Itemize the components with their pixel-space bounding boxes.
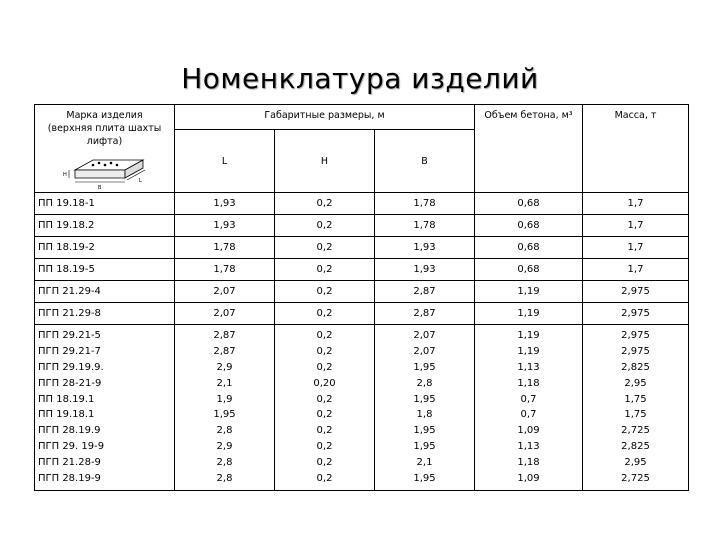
cell-volume: 1,09: [517, 473, 540, 485]
cell-L: 1,78: [175, 237, 275, 259]
header-B: B: [375, 130, 475, 193]
cell-mass: 1,7: [583, 259, 689, 281]
cell-mark: ПП 19.18-1: [35, 193, 175, 215]
nomenclature-table: [34, 104, 689, 491]
cell-H: 0,2: [316, 441, 333, 453]
cell-volume: 1,13: [517, 441, 540, 453]
cell-H: 0,2: [316, 345, 333, 357]
cell-L: 2,9: [216, 441, 233, 453]
block-L-column: [175, 325, 275, 491]
cell-mark: ПП 18.19-5: [35, 259, 175, 281]
cell-mass: 2,975: [621, 330, 650, 341]
cell-volume: 1,19: [475, 281, 583, 303]
cell-L: 2,87: [213, 345, 236, 357]
cell-mass: 2,725: [621, 425, 650, 437]
cell-B: 1,8: [416, 409, 433, 421]
cell-volume: 1,09: [517, 425, 540, 437]
cell-H: 0,2: [316, 330, 333, 341]
cell-L: 1,93: [175, 215, 275, 237]
cell-mass: 2,825: [621, 441, 650, 453]
cell-B: 1,95: [413, 361, 436, 373]
cell-H: 0,2: [275, 215, 375, 237]
cell-mass: 1,7: [583, 237, 689, 259]
cell-L: 2,87: [213, 330, 236, 341]
cell-mass: 2,825: [621, 361, 650, 373]
header-volume: Объем бетона, м³: [475, 105, 583, 193]
svg-text:H: H: [62, 172, 67, 178]
header-H: H: [275, 130, 375, 193]
cell-mark: ПГП 21.28-9: [38, 457, 101, 469]
header-mass: Масса, т: [583, 105, 689, 193]
table-row: [35, 281, 689, 303]
cell-mark: ПГП 29.21-7: [38, 345, 101, 357]
table-row: [35, 237, 689, 259]
cell-mark: ПГП 29. 19-9: [38, 441, 105, 453]
cell-mass: 2,975: [583, 303, 689, 325]
cell-mass: 1,75: [624, 393, 647, 405]
cell-L: 2,8: [216, 473, 233, 485]
cell-mark: ПГП 21.29-4: [35, 281, 175, 303]
block-B-column: [375, 325, 475, 491]
cell-volume: 0,68: [475, 259, 583, 281]
cell-L: 1,78: [175, 259, 275, 281]
cell-B: 1,95: [413, 473, 436, 485]
cell-H: 0,2: [316, 457, 333, 469]
svg-text:L: L: [138, 178, 142, 184]
cell-mass: 1,75: [624, 409, 647, 421]
cell-H: 0,2: [316, 425, 333, 437]
svg-text:B: B: [97, 185, 101, 191]
cell-L: 2,07: [175, 303, 275, 325]
page-title: Номенклатура изделий: [181, 62, 539, 95]
cell-volume: 1,19: [517, 345, 540, 357]
cell-L: 1,9: [216, 393, 233, 405]
cell-L: 1,93: [175, 193, 275, 215]
cell-volume: 0,7: [520, 409, 537, 421]
cell-L: 1,95: [213, 409, 236, 421]
cell-L: 2,8: [216, 457, 233, 469]
cell-H: 0,20: [313, 377, 336, 389]
cell-B: 1,95: [413, 441, 436, 453]
block-H-column: [275, 325, 375, 491]
table-row: [35, 215, 689, 237]
cell-mass: 2,725: [621, 473, 650, 485]
cell-volume: 1,18: [517, 457, 540, 469]
cell-volume: 1,19: [475, 303, 583, 325]
header-mark: Марка изделия (верхняя плита шахты лифта): [47, 110, 162, 147]
cell-B: 2,87: [375, 303, 475, 325]
cell-H: 0,2: [316, 473, 333, 485]
header-row: [35, 105, 689, 130]
table-row: [35, 193, 689, 215]
cell-H: 0,2: [275, 303, 375, 325]
cell-H: 0,2: [316, 393, 333, 405]
cell-volume: 0,7: [520, 393, 537, 405]
block-volume-column: [475, 325, 583, 491]
cell-B: 2,87: [375, 281, 475, 303]
cell-volume: 0,68: [475, 237, 583, 259]
cell-mark: ПГП 29.19.9.: [38, 361, 104, 373]
cell-volume: 1,13: [517, 361, 540, 373]
cell-H: 0,2: [275, 259, 375, 281]
block-mark-column: [35, 325, 175, 491]
cell-mark: ПГП 29.21-5: [38, 330, 101, 341]
cell-mark: ПП 18.19-2: [35, 237, 175, 259]
cell-L: 2,1: [216, 377, 233, 389]
cell-volume: 0,68: [475, 215, 583, 237]
cell-mark: ПГП 28.19-9: [38, 473, 101, 485]
cell-L: 2,07: [175, 281, 275, 303]
cell-mark: ПГП 28-21-9: [38, 377, 102, 389]
cell-volume: 1,18: [517, 377, 540, 389]
cell-H: 0,2: [316, 409, 333, 421]
cell-volume: 1,19: [517, 330, 540, 341]
cell-B: 2,07: [413, 330, 436, 341]
cell-L: 2,9: [216, 361, 233, 373]
block-mass-column: [583, 325, 689, 491]
cell-B: 1,93: [375, 237, 475, 259]
cell-volume: 0,68: [475, 193, 583, 215]
cell-mass: 1,7: [583, 193, 689, 215]
cell-B: 1,95: [413, 425, 436, 437]
cell-mark: ПГП 28.19.9: [38, 425, 101, 437]
cell-mark: ПП 19.18.1: [38, 409, 95, 421]
cell-B: 2,8: [416, 377, 433, 389]
cell-B: 1,78: [375, 193, 475, 215]
cell-H: 0,2: [316, 361, 333, 373]
slab-diagram-icon: [55, 152, 155, 192]
cell-B: 1,78: [375, 215, 475, 237]
cell-B: 2,1: [416, 457, 433, 469]
cell-mark: ПП 19.18.2: [35, 215, 175, 237]
header-mark-cell: [35, 105, 175, 193]
table-block-row: [35, 325, 689, 491]
cell-H: 0,2: [275, 193, 375, 215]
cell-mass: 2,95: [624, 377, 647, 389]
cell-mass: 2,95: [624, 457, 647, 469]
cell-mass: 2,975: [621, 345, 650, 357]
table-row: [35, 303, 689, 325]
header-dims: Габаритные размеры, м: [175, 105, 475, 130]
cell-B: 2,07: [413, 345, 436, 357]
cell-B: 1,93: [375, 259, 475, 281]
cell-B: 1,95: [413, 393, 436, 405]
cell-H: 0,2: [275, 281, 375, 303]
header-L: L: [175, 130, 275, 193]
cell-H: 0,2: [275, 237, 375, 259]
cell-mass: 1,7: [583, 215, 689, 237]
cell-mark: ПГП 21.29-8: [35, 303, 175, 325]
cell-L: 2,8: [216, 425, 233, 437]
cell-mark: ПП 18.19.1: [38, 393, 95, 405]
table-row: [35, 259, 689, 281]
cell-mass: 2,975: [583, 281, 689, 303]
